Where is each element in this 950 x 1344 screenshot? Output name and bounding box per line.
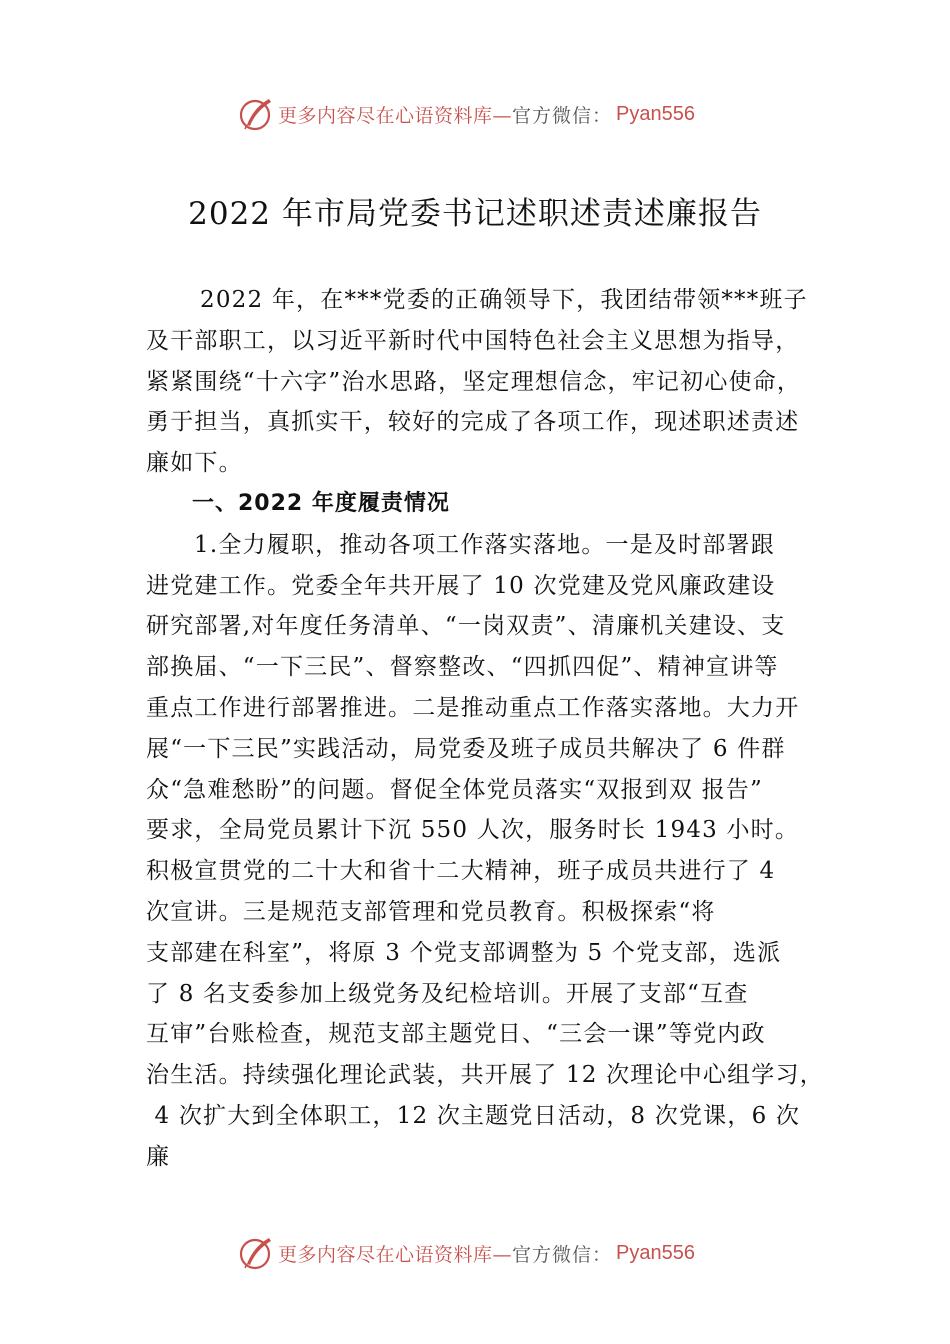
paragraph-line: 进党建工作。党委全年共开展了 10 次党建及党风廉政建设 <box>146 572 776 599</box>
banner-wechat-label: 官方微信： <box>512 104 613 127</box>
paragraph-line: 展“一下三民”实践活动，局党委及班子成员共解决了 6 件群 <box>146 735 786 762</box>
paragraph-line: 4 次扩大到全体职工，12 次主题党日活动，8 次党课，6 次 <box>146 1102 801 1129</box>
intro-paragraph <box>146 280 846 484</box>
paragraph-line: 众“急难愁盼”的问题。督促全体党员落实“双报到双 报告” <box>146 776 763 803</box>
paragraph-line: 要求，全局党员累计下沉 550 人次，服务时长 1943 小时。 <box>146 817 800 844</box>
paragraph-line: 勇于担当，真抓实干，较好的完成了各项工作，现述职述责述 <box>146 409 800 436</box>
quill-pen-logo-icon <box>238 1235 274 1271</box>
paragraph-line: 廉 <box>146 1143 171 1170</box>
banner-wechat-label: 官方微信： <box>512 1243 613 1266</box>
document-title: 2022 年市局党委书记述职述责述廉报告 <box>188 196 762 232</box>
paragraph-line: 互审”台账检查，规范支部主题党日、“三会一课”等党内政 <box>146 1021 766 1048</box>
paragraph-line: 紧紧围绕“十六字”治水思路，坚定理想信念，牢记初心使命， <box>146 368 802 395</box>
document-body <box>146 280 846 1178</box>
section-paragraph <box>146 525 846 1178</box>
paragraph-line: 及干部职工，以习近平新时代中国特色社会主义思想为指导， <box>146 327 800 354</box>
paragraph-line: 廉如下。 <box>146 450 243 477</box>
paragraph-line: 治生活。持续强化理论武装，共开展了 12 次理论中心组学习， <box>146 1062 824 1089</box>
paragraph-line: 部换届、“一下三民”、督察整改、“四抓四促”、精神宣讲等 <box>146 654 779 681</box>
banner-wechat-id: Pyan556 <box>616 1241 695 1264</box>
paragraph-line: 了 8 名支委参加上级党务及纪检培训。开展了支部“互查 <box>146 980 749 1007</box>
section-heading: 一、2022 年度履责情况 <box>192 490 450 516</box>
paragraph-line: 重点工作进行部署推进。二是推动重点工作落实落地。大力开 <box>146 694 800 721</box>
paragraph-line: 研究部署,对年度任务清单、“一岗双责”、清廉机关建设、支 <box>146 613 786 640</box>
quill-pen-logo-icon <box>238 96 274 132</box>
header-watermark-banner <box>0 94 950 134</box>
banner-text: 更多内容尽在心语资料库— <box>278 1243 513 1266</box>
paragraph-line: 1.全力履职，推动各项工作落实落地。一是及时部署跟 <box>194 531 775 558</box>
banner-text: 更多内容尽在心语资料库— <box>278 104 513 127</box>
paragraph-line: 2022 年，在***党委的正确领导下，我团结带领***班子 <box>200 287 808 313</box>
paragraph-line: 积极宣贯党的二十大和省十二大精神，班子成员共进行了 4 <box>146 858 776 885</box>
footer-watermark-banner <box>0 1233 950 1273</box>
banner-wechat-id: Pyan556 <box>616 102 695 125</box>
paragraph-line: 次宣讲。三是规范支部管理和党员教育。积极探索“将 <box>146 898 716 925</box>
paragraph-line: 支部建在科室”，将原 3 个党支部调整为 5 个党支部，选派 <box>146 939 782 966</box>
